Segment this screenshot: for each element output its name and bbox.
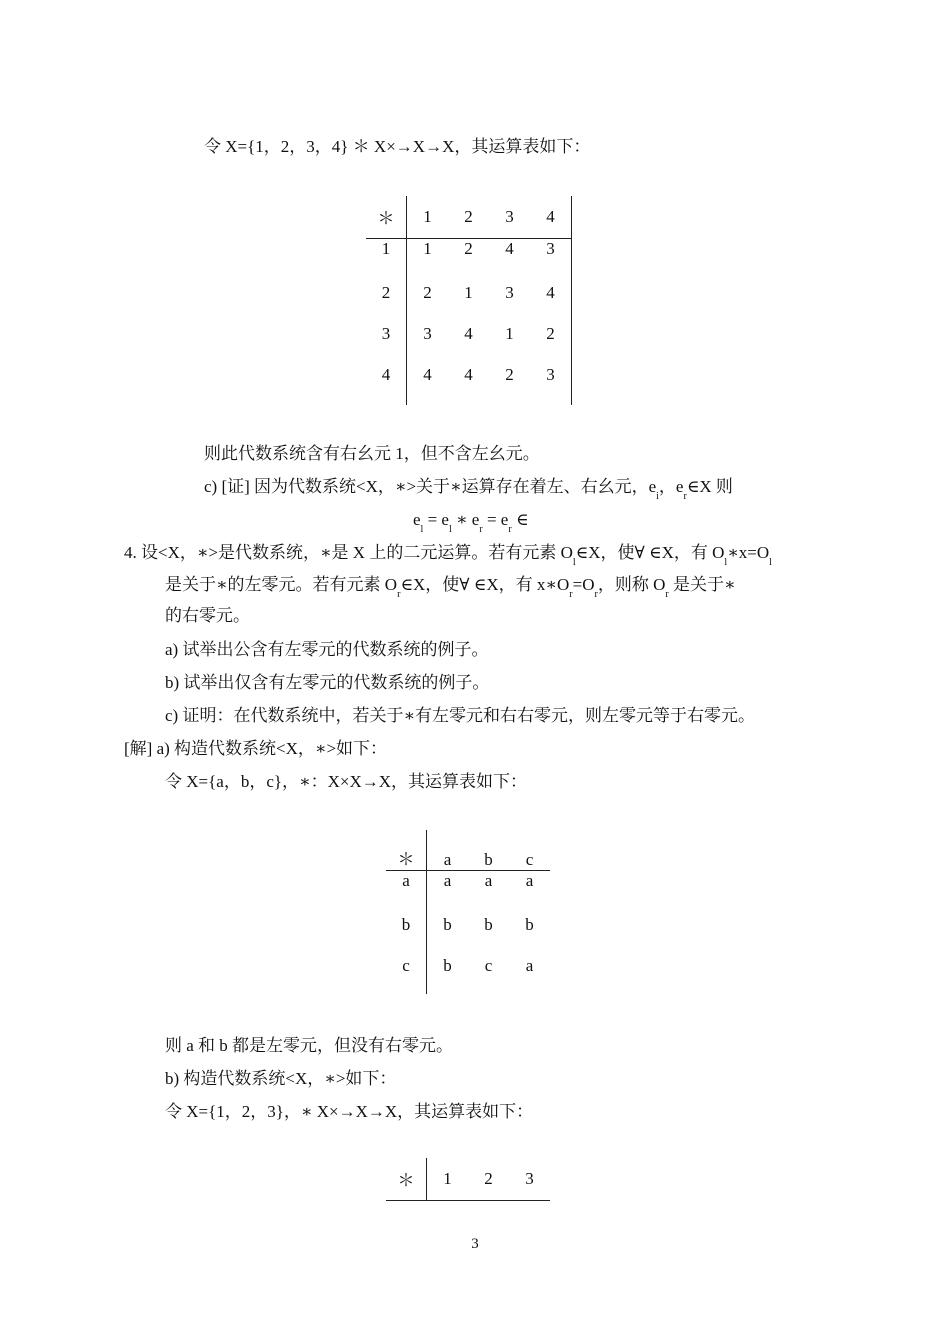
eq-part: = e: [423, 510, 449, 529]
eq-sub: r: [508, 524, 512, 535]
table2-row-label: a: [386, 870, 427, 894]
table2-row-label: c: [386, 935, 427, 976]
table1-cell: 3: [505, 283, 514, 302]
table2-header-cell: ＊: [386, 830, 427, 870]
table1-cell: 4: [464, 324, 473, 343]
solution-a-heading: [解] a) 构造代数系统<X，∗>如下：: [124, 739, 388, 758]
eq-sub: r: [479, 524, 483, 535]
table2-header-cell: c: [509, 830, 550, 870]
p4-text: =O: [572, 575, 595, 594]
table1-cell: 2: [505, 365, 514, 384]
solution-b-definition: 令 X={1，2，3}，∗ X×→X→X，其运算表如下：: [165, 1102, 534, 1121]
table1-cell: 3: [530, 238, 572, 262]
table2-cell: c: [484, 956, 493, 975]
identity-equation: [413, 509, 529, 534]
table1-row-label: 4: [366, 344, 407, 385]
p4-sub: r: [397, 589, 401, 600]
table2-header-cell: a: [427, 830, 469, 870]
p4-sub: l: [724, 557, 728, 568]
p4-text: ∈X，使∀ ∈X，有 x∗O: [400, 575, 570, 594]
solution-b-heading: b) 构造代数系统<X，∗>如下：: [165, 1069, 397, 1088]
eq-part: e: [413, 510, 421, 529]
operation-table-1: [366, 196, 572, 405]
table1-row-label: 1: [366, 238, 407, 262]
table1-cell: 1: [505, 324, 514, 343]
table2-cell: a: [484, 870, 493, 890]
intro-line: 令 X={1，2，3，4} ＊ X×→X→X，其运算表如下：: [204, 137, 591, 156]
table3-header-cell: 2: [468, 1158, 509, 1200]
p4-sub: l: [769, 557, 772, 568]
eq-part: = e: [482, 510, 509, 529]
table1-cell: 1: [464, 283, 473, 302]
question-c: c) 证明：在代数系统中，若关于∗有左零元和右右零元，则左零元等于右零元。: [165, 706, 756, 725]
question-b: b) 试举出仅含有左零元的代数系统的例子。: [165, 673, 490, 692]
table2-row-label: b: [386, 894, 427, 935]
proof-c-mid: ，e: [658, 477, 684, 496]
p4-sub: l: [572, 557, 576, 568]
problem4-line2: [165, 574, 736, 599]
table1-header-cell: ＊: [366, 196, 407, 238]
eq-sub: l: [420, 524, 424, 535]
operation-table-3: [386, 1158, 550, 1201]
table2-cell: b: [443, 956, 452, 975]
table2-cell: b: [484, 915, 493, 934]
table1-cell: 4: [530, 262, 572, 303]
p4-sub: r: [569, 589, 573, 600]
table1-row-label: 3: [366, 303, 407, 344]
table1-cell: 4: [505, 238, 514, 258]
proof-c-sub-i: i: [656, 491, 659, 502]
table3-header-cell: 1: [427, 1158, 469, 1200]
table2-cell: a: [443, 870, 452, 890]
proof-c-prefix: c) [证] 因为代数系统<X，∗>关于∗运算存在着左、右幺元，e: [204, 477, 657, 496]
table1-cell: 4: [423, 365, 432, 384]
operation-table-2: [386, 830, 550, 994]
proof-c-sub-r: r: [683, 491, 687, 502]
proof-c-line: [204, 476, 733, 501]
p4-text: ∗x=O: [727, 543, 770, 562]
table2-cell: a: [525, 870, 534, 890]
conclusion-1: 则此代数系统含有右幺元 1，但不含左幺元。: [204, 444, 540, 463]
eq-part: ∗ e: [451, 510, 480, 529]
page-number: 3: [471, 1236, 479, 1252]
table1-header-cell: 4: [530, 196, 572, 238]
table3-header-cell: ＊: [386, 1158, 427, 1200]
table1-header-cell: 2: [448, 196, 489, 238]
p4-text: 4. 设<X，∗>是代数系统，∗是 X 上的二元运算。若有元素 O: [124, 543, 573, 562]
table1-cell: 1: [423, 238, 432, 258]
problem4-line1: [124, 542, 772, 567]
p4-text: 是关于∗的左零元。若有元素 O: [165, 575, 398, 594]
table1-row-label: 2: [366, 262, 407, 303]
table1-header-cell: 1: [407, 196, 449, 238]
table1-cell: 3: [530, 344, 572, 385]
table1-cell: 2: [530, 303, 572, 344]
table1-header-cell: 3: [489, 196, 530, 238]
table2-cell: b: [443, 915, 452, 934]
table1-cell: 3: [423, 324, 432, 343]
p4-sub: r: [665, 589, 669, 600]
p4-text: 是关于∗: [668, 575, 736, 594]
question-a: a) 试举出公含有左零元的代数系统的例子。: [165, 640, 489, 659]
p4-text: ∈X，使∀ ∈X，有 O: [575, 543, 725, 562]
table1-cell: 4: [464, 365, 473, 384]
proof-c-suffix: ∈X 则: [686, 477, 733, 496]
table2-cell: b: [525, 915, 534, 934]
conclusion-a: 则 a 和 b 都是左零元，但没有右零元。: [165, 1036, 454, 1055]
problem4-line3: 的右零元。: [165, 606, 250, 625]
solution-a-definition: 令 X={a，b，c}，∗：X×X→X，其运算表如下：: [165, 772, 527, 791]
eq-sub: l: [448, 524, 452, 535]
table2-header-cell: b: [468, 830, 509, 870]
eq-part: ∈: [511, 510, 529, 529]
table3-header-cell: 3: [509, 1158, 550, 1200]
table1-cell: 2: [423, 283, 432, 302]
p4-sub: r: [594, 589, 598, 600]
p4-text: ，则称 O: [597, 575, 666, 594]
table2-cell: a: [525, 956, 534, 975]
table1-cell: 2: [464, 238, 473, 258]
